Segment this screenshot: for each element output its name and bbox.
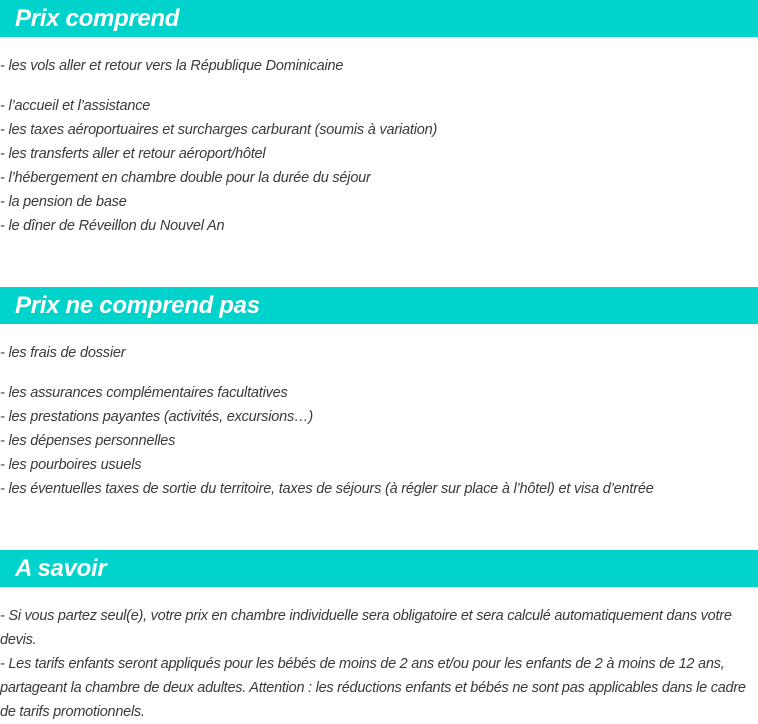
list-item: - les éventuelles taxes de sortie du territoire, taxes de séjours (à régler sur place à l’hôtel) et visa d’entrée	[0, 481, 654, 497]
list-item: - les pourboires usuels	[0, 457, 142, 473]
list-item: - les assurances complémentaires facultatives	[0, 385, 288, 401]
section-header-prix-ne-comprend-pas	[0, 287, 758, 324]
list-item: - l’hébergement en chambre double pour la durée du séjour	[0, 170, 371, 186]
list-item: - les dépenses personnelles	[0, 433, 176, 449]
info-paragraph: - Si vous partez seul(e), votre prix en chambre individuelle sera obligatoire et sera calculé automatiquement dans votre devis.	[0, 608, 732, 648]
list-item: - les frais de dossier	[0, 345, 126, 361]
section-header-a-savoir	[0, 550, 758, 587]
list-item: - la pension de base	[0, 194, 127, 210]
list-item: - les taxes aéroportuaires et surcharges carburant (soumis à variation)	[0, 122, 438, 138]
list-item: - les prestations payantes (activités, excursions…)	[0, 409, 313, 425]
list-item: - l’accueil et l’assistance	[0, 98, 151, 114]
section-title: A savoir	[15, 555, 107, 582]
list-item: - les vols aller et retour vers la République Dominicaine	[0, 58, 344, 74]
list-item: - le dîner de Réveillon du Nouvel An	[0, 218, 225, 234]
info-paragraph: - Les tarifs enfants seront appliqués pour les bébés de moins de 2 ans et/ou pour les enfants de 2 à moins de 12 ans, partageant la chambre de deux adultes. Attention : les réductions enfants et bébés ne sont pas applicables dans le cadre de tarifs promotionnels.	[0, 656, 746, 720]
section-header-prix-comprend	[0, 0, 758, 37]
section-title: Prix ne comprend pas	[15, 292, 260, 319]
section-title: Prix comprend	[15, 5, 180, 32]
list-item: - les transferts aller et retour aéroport/hôtel	[0, 146, 266, 162]
